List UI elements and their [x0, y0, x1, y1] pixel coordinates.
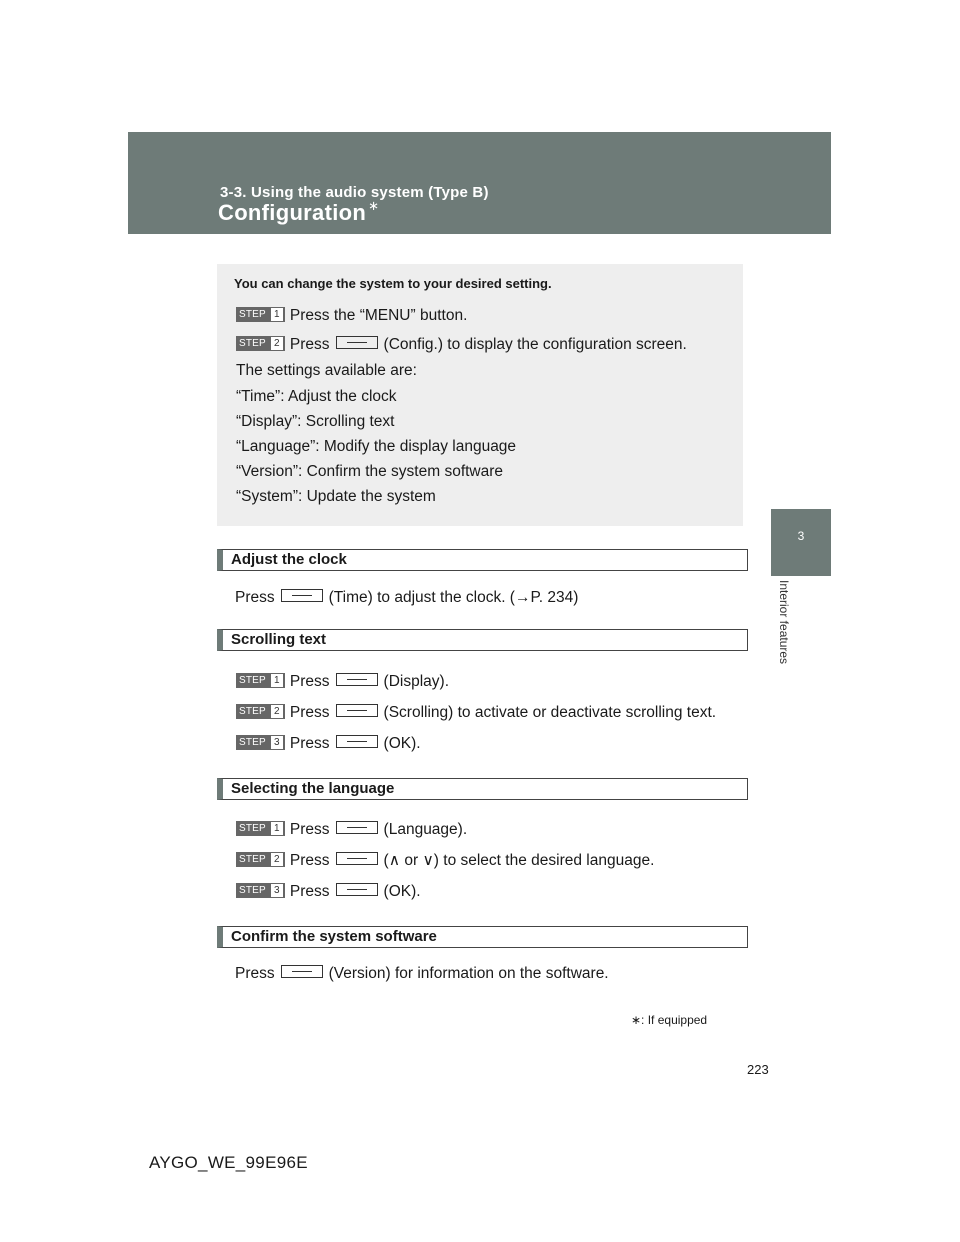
scrolling-button-icon — [336, 704, 378, 717]
time-button-icon — [281, 589, 323, 602]
footnote: ∗: If equipped — [631, 1013, 708, 1027]
display-button-icon — [336, 673, 378, 686]
section-label: 3-3. Using the audio system (Type B) — [220, 184, 489, 201]
step-badge: STEP 2 — [236, 704, 285, 719]
intro-lead: You can change the system to your desired setting. — [234, 276, 552, 291]
scrolling-step-3: STEP 3 Press (OK). — [236, 735, 421, 753]
clock-instruction: Press (Time) to adjust the clock. (→P. 234) — [235, 589, 579, 606]
setting-item: “Time”: Adjust the clock — [236, 388, 397, 405]
language-button-icon — [336, 821, 378, 834]
language-step-1: STEP 1 Press (Language). — [236, 821, 467, 839]
setting-item: “System”: Update the system — [236, 488, 436, 505]
equipped-mark: ∗ — [368, 198, 380, 213]
version-button-icon — [281, 965, 323, 978]
ok-button-icon — [336, 735, 378, 748]
setting-item: “Version”: Confirm the system software — [236, 463, 504, 480]
scrolling-step-2: STEP 2 Press (Scrolling) to activate or deactivate scrolling text. — [236, 704, 716, 722]
chapter-tab — [771, 509, 831, 576]
ok-button-icon — [336, 883, 378, 896]
language-step-3: STEP 3 Press (OK). — [236, 883, 421, 901]
language-step-2: STEP 2 Press (∧ or ∨) to select the desired language. — [236, 852, 654, 870]
step-badge: STEP 1 — [236, 307, 285, 322]
section-bar-software: Confirm the system software — [217, 926, 748, 948]
page-title-text: Configuration — [218, 200, 367, 225]
chapter-label — [777, 580, 797, 690]
step-badge: STEP 3 — [236, 883, 285, 898]
setting-item: “Display”: Scrolling text — [236, 413, 395, 430]
document-code: AYGO_WE_99E96E — [149, 1153, 308, 1172]
intro-step-2: STEP 2 Press (Config.) to display the configuration screen. — [236, 336, 687, 354]
chapter-header — [128, 132, 831, 234]
step-badge: STEP 1 — [236, 673, 285, 688]
step-text: Press the “MENU” button. — [289, 307, 468, 324]
page-number: 223 — [747, 1062, 769, 1077]
step-badge: STEP 3 — [236, 735, 285, 750]
section-bar-scrolling: Scrolling text — [217, 629, 748, 651]
section-bar-clock: Adjust the clock — [217, 549, 748, 571]
page-title — [218, 200, 379, 226]
chapter-number: 3 — [797, 529, 805, 543]
intro-box — [217, 264, 743, 526]
intro-step-1 — [236, 307, 467, 325]
setting-item: “Language”: Modify the display language — [236, 438, 517, 455]
arrow-button-icon — [336, 852, 378, 865]
software-instruction: Press (Version) for information on the software. — [235, 965, 609, 982]
step-badge: STEP 2 — [236, 336, 285, 351]
chapter-label-text: Interior features — [777, 580, 791, 665]
step-badge: STEP 2 — [236, 852, 285, 867]
config-button-icon — [336, 336, 378, 349]
step-badge: STEP 1 — [236, 821, 285, 836]
scrolling-step-1: STEP 1 Press (Display). — [236, 673, 449, 691]
settings-intro: The settings available are: — [236, 362, 417, 379]
section-bar-language: Selecting the language — [217, 778, 748, 800]
